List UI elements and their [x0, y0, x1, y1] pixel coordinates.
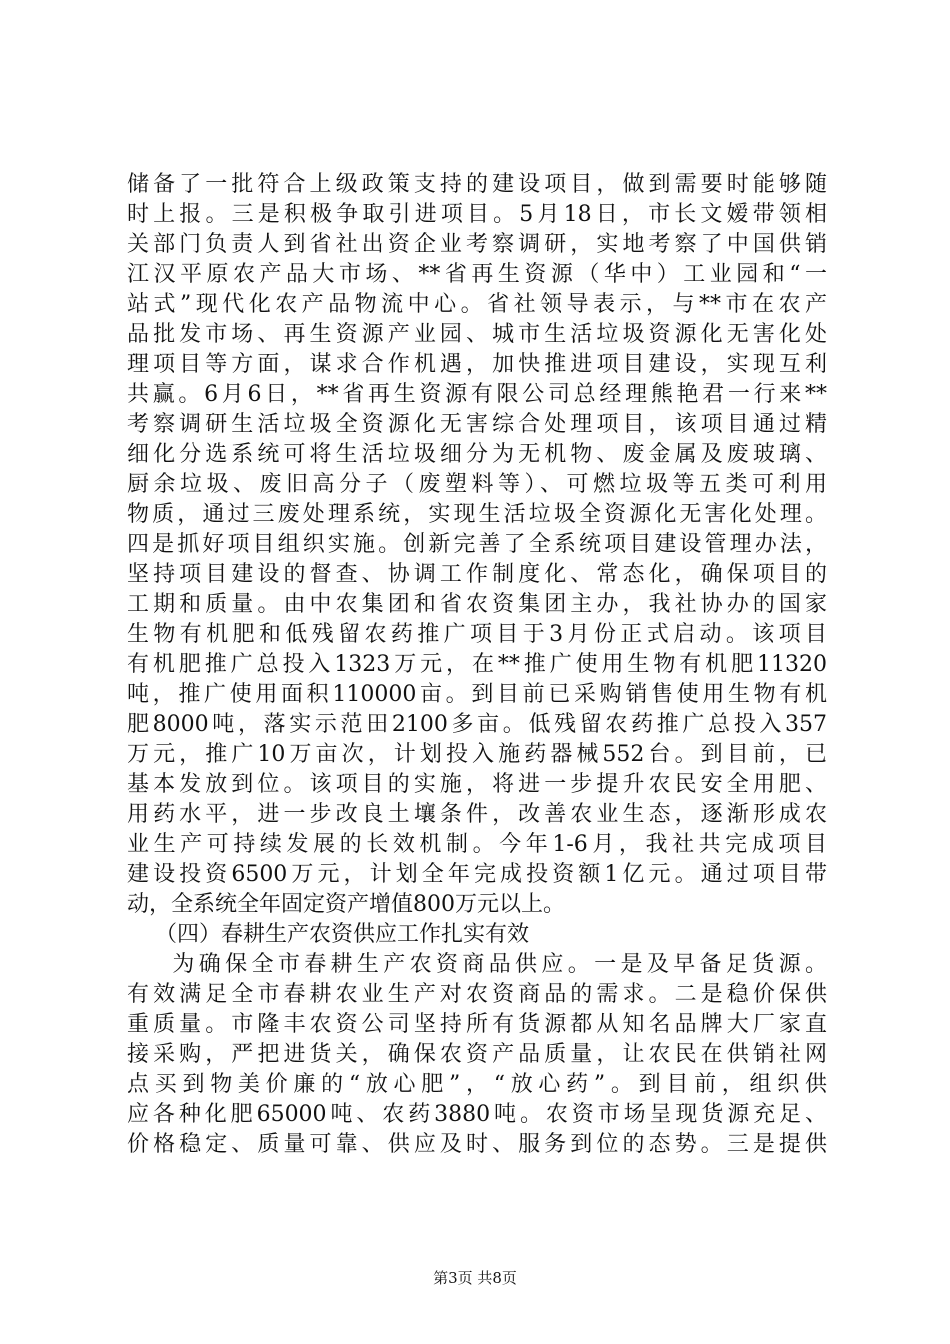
- text-line: 工期和质量。由中农集团和省农资集团主办，我社协办的国家: [127, 592, 827, 617]
- text-line: 时上报。三是积极争取引进项目。5月18日，市长文嫒带领相: [127, 202, 827, 227]
- text-line: 理项目等方面，谋求合作机遇，加快推进项目建设，实现互利: [127, 352, 827, 377]
- text-line: 储备了一批符合上级政策支持的建设项目，做到需要时能够随: [127, 172, 827, 197]
- text-line: 重质量。市隆丰农资公司坚持所有货源都从知名品牌大厂家直: [127, 1012, 827, 1037]
- text-line: 建设投资6500万元，计划全年完成投资额1亿元。通过项目带: [127, 862, 827, 887]
- text-line: 业生产可持续发展的长效机制。今年1-6月，我社共完成项目: [127, 832, 827, 857]
- text-line: 应各种化肥65000吨、农药3880吨。农资市场呈现货源充足、: [127, 1102, 827, 1127]
- text-line: 厨余垃圾、废旧高分子（废塑料等）、可燃垃圾等五类可利用: [127, 472, 827, 497]
- text-line: 肥8000吨，落实示范田2100多亩。低残留农药推广总投入357: [127, 712, 827, 737]
- section-heading: （四）春耕生产农资供应工作扎实有效: [127, 922, 529, 947]
- text-line: 点买到物美价廉的“放心肥”，“放心药”。到目前，组织供: [127, 1072, 827, 1097]
- text-line: 细化分选系统可将生活垃圾细分为无机物、废金属及废玻璃、: [127, 442, 827, 467]
- text-line: 坚持项目建设的督查、协调工作制度化、常态化，确保项目的: [127, 562, 827, 587]
- text-line: 物质，通过三废处理系统，实现生活垃圾全资源化无害化处理。: [127, 502, 827, 527]
- text-line: 有机肥推广总投入1323万元，在**推广使用生物有机肥11320: [127, 652, 827, 677]
- text-line: 共赢。6月6日，**省再生资源有限公司总经理熊艳君一行来**: [127, 382, 827, 407]
- text-line: 万元，推广10万亩次，计划投入施药器械552台。到目前，已: [127, 742, 827, 767]
- text-line: 基本发放到位。该项目的实施，将进一步提升农民安全用肥、: [127, 772, 827, 797]
- text-line: 考察调研生活垃圾全资源化无害综合处理项目，该项目通过精: [127, 412, 827, 437]
- text-line: 有效满足全市春耕农业生产对农资商品的需求。二是稳价保供: [127, 982, 827, 1007]
- text-line: 接采购，严把进货关，确保农资产品质量，让农民在供销社网: [127, 1042, 827, 1067]
- text-line: 动，全系统全年固定资产增值800万元以上。: [127, 892, 565, 917]
- text-line: 价格稳定、质量可靠、供应及时、服务到位的态势。三是提供: [127, 1132, 827, 1157]
- text-line: 关部门负责人到省社出资企业考察调研，实地考察了中国供销: [127, 232, 827, 257]
- text-line: 站式”现代化农产品物流中心。省社领导表示，与**市在农产: [127, 292, 827, 317]
- text-line: 江汉平原农产品大市场、**省再生资源（华中）工业园和“一: [127, 262, 827, 287]
- text-line: 四是抓好项目组织实施。创新完善了全系统项目建设管理办法，: [127, 532, 827, 557]
- document-body: [127, 170, 827, 1160]
- text-line: 品批发市场、再生资源产业园、城市生活垃圾资源化无害化处: [127, 322, 827, 347]
- page-footer: 第3页 共8页: [433, 1269, 517, 1287]
- text-line: 用药水平，进一步改良土壤条件，改善农业生态，逐渐形成农: [127, 802, 827, 827]
- text-line: 吨，推广使用面积110000亩。到目前已采购销售使用生物有机: [127, 682, 827, 707]
- text-line: 为确保全市春耕生产农资商品供应。一是及早备足货源。: [127, 952, 827, 977]
- text-line: 生物有机肥和低残留农药推广项目于3月份正式启动。该项目: [127, 622, 827, 647]
